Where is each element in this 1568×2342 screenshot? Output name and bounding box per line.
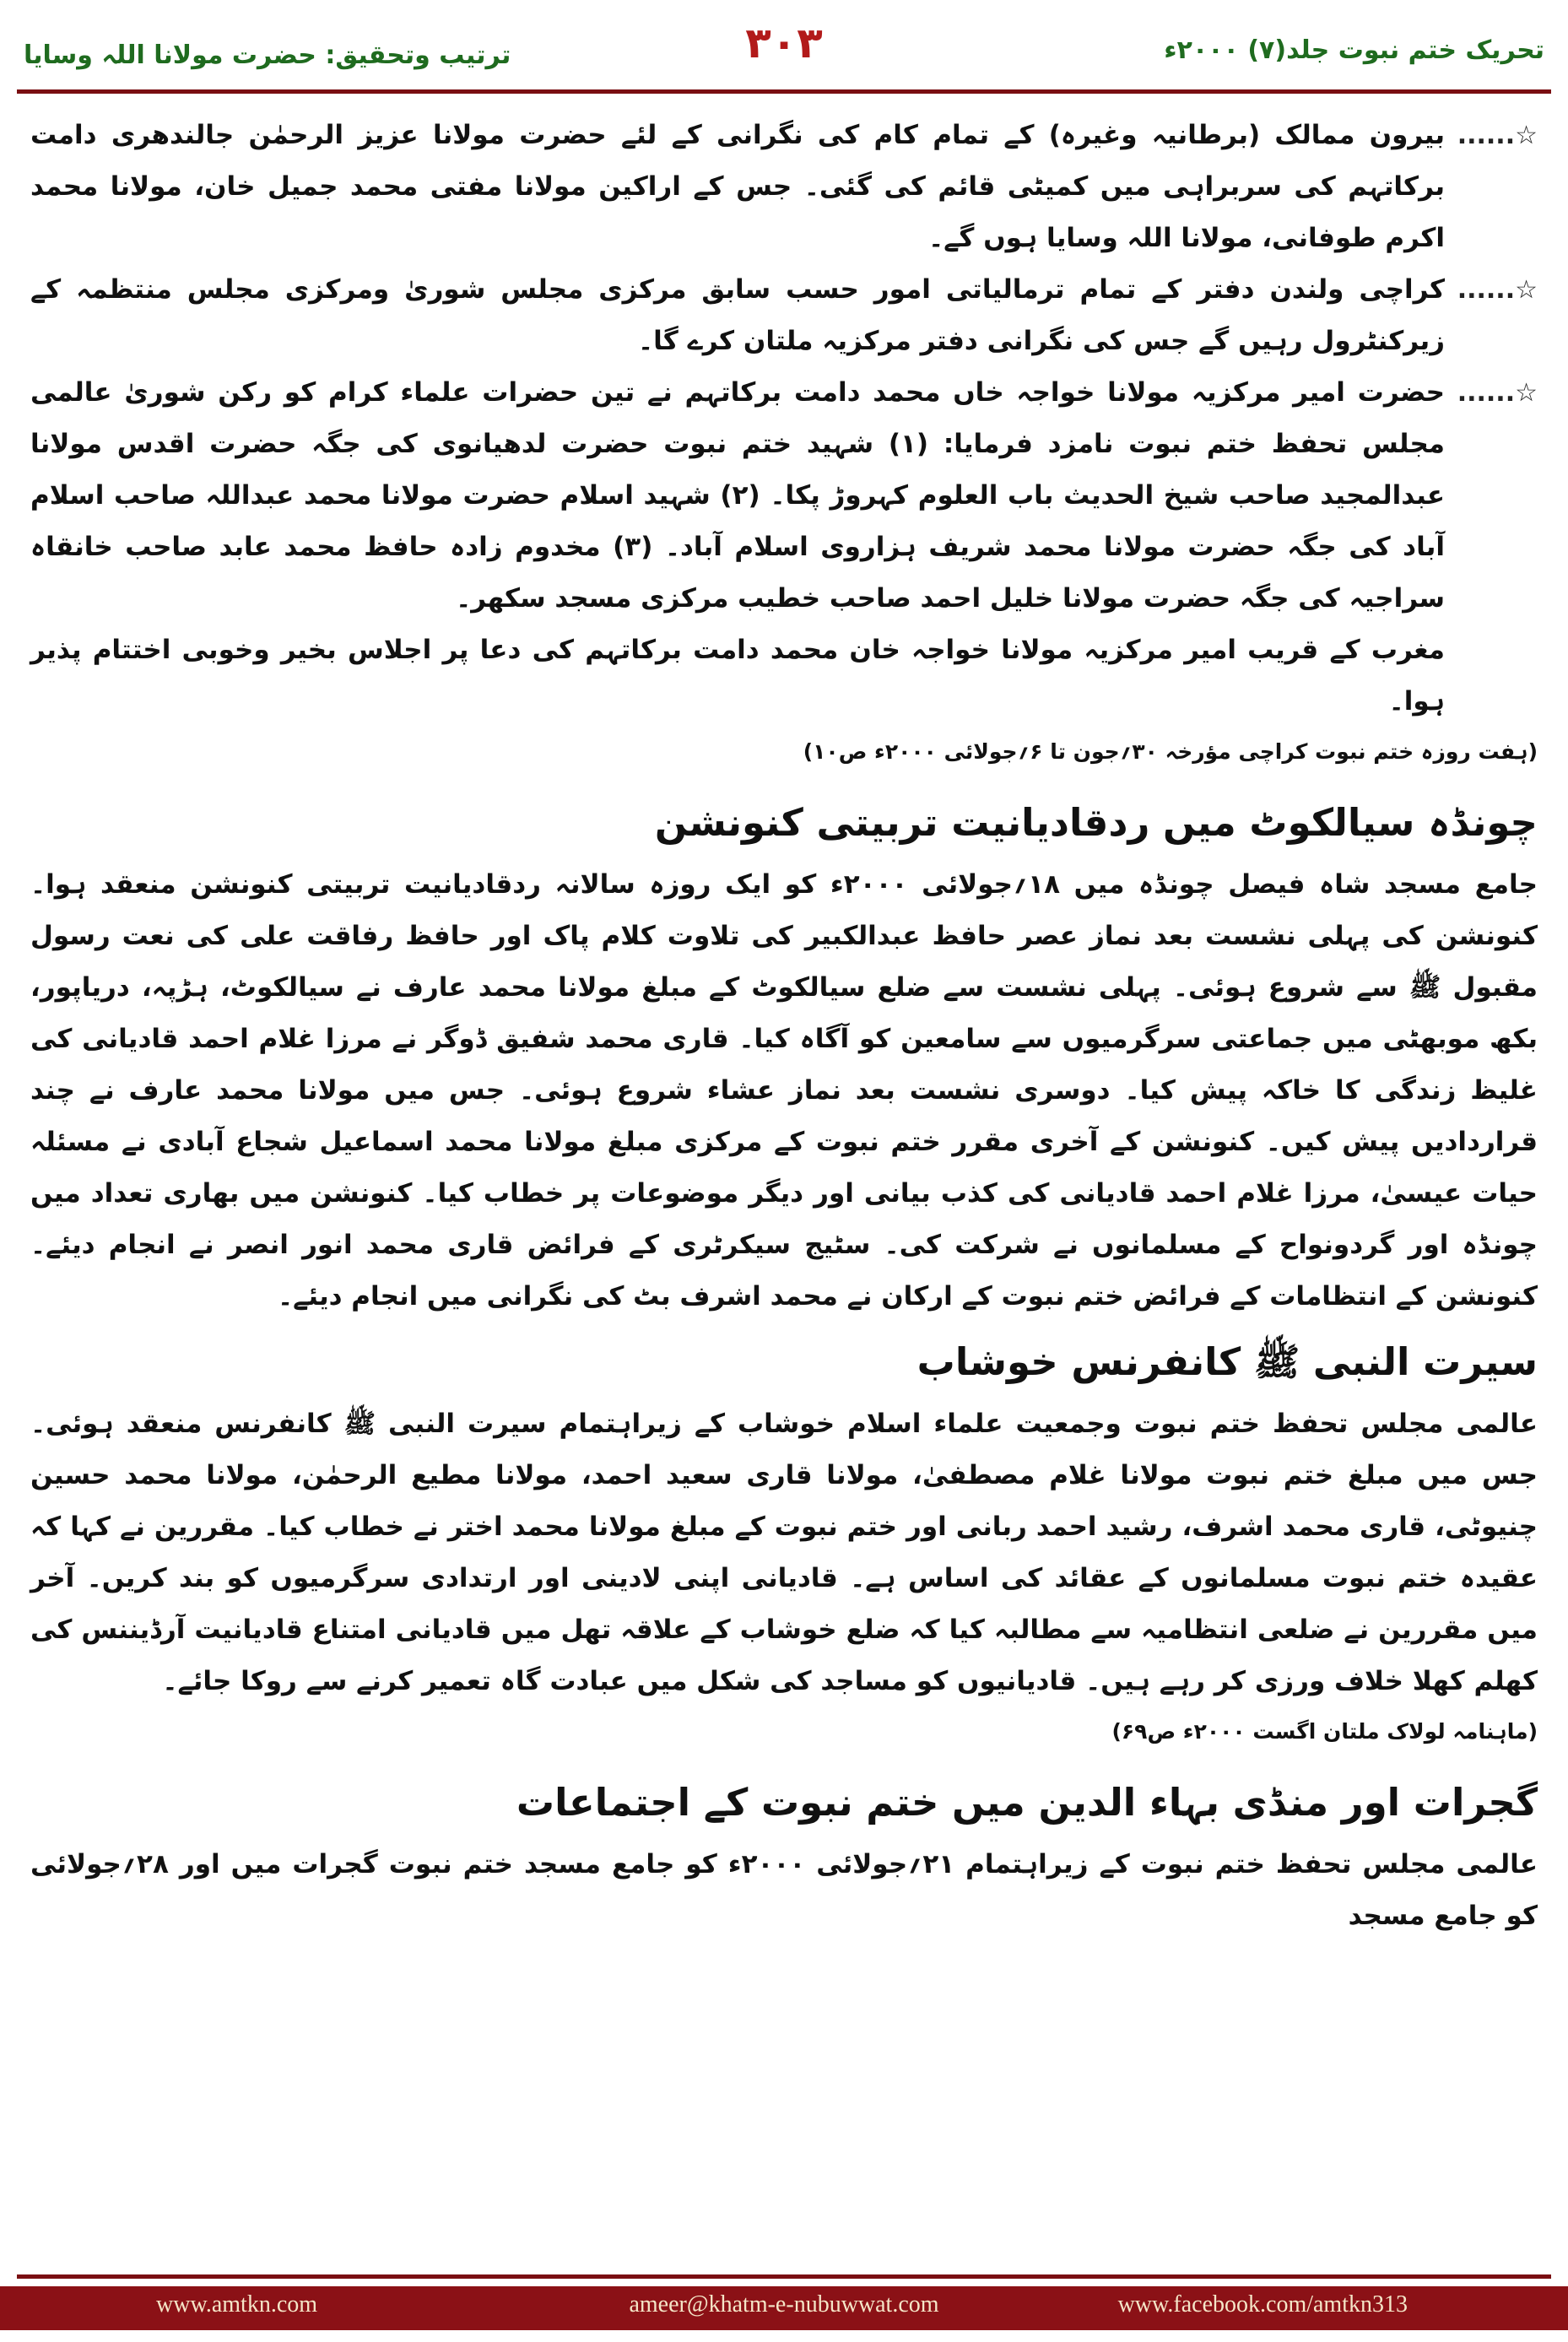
website-link[interactable]: www.amtkn.com bbox=[156, 2291, 318, 2318]
footer-divider bbox=[17, 2274, 1551, 2279]
section-body: عالمی مجلس تحفظ ختم نبوت کے زیراہتمام ۲۱؍جولائی ۲۰۰۰ء کو جامع مسجد ختم نبوت گجرات میں اور ۲۸؍جولائی کو جامع مسجد bbox=[30, 1849, 1538, 1931]
page-content bbox=[30, 110, 1538, 1942]
closing-paragraph: مغرب کے قریب امیر مرکزیہ مولانا خواجہ خان محمد دامت برکاتہم کی دعا پر اجلاس بخیر وخوبی اختتام پذیر ہوا۔ bbox=[30, 635, 1445, 717]
section-heading: گجرات اور منڈی بہاء الدین میں ختم نبوت کے اجتماعات bbox=[516, 1780, 1538, 1825]
page-footer bbox=[0, 2274, 1568, 2342]
star-bullet-icon: ☆...... bbox=[1457, 121, 1538, 150]
page-number: ۳۰۳ bbox=[745, 19, 823, 68]
section-heading: چونڈہ سیالکوٹ میں ردقادیانیت تربیتی کنونشن bbox=[654, 800, 1538, 845]
star-bullet-icon: ☆...... bbox=[1457, 378, 1538, 408]
bullet-text: بیرون ممالک (برطانیہ وغیرہ) کے تمام کام کی نگرانی کے لئے حضرت مولانا عزیز الرحمٰن جالندھری دامت برکاتہم کی سربراہی میں کمیٹی قائم کی گئی۔ جس کے اراکین مولانا مفتی محمد جمیل خان، مولانا محمد اکرم طوفانی، مولانا اللہ وسایا ہوں گے۔ bbox=[30, 120, 1445, 253]
section-body: جامع مسجد شاہ فیصل چونڈہ میں ۱۸؍جولائی ۲۰۰۰ء کو ایک روزہ سالانہ ردقادیانیت تربیتی کنونشن منعقد ہوا۔ کنونشن کی پہلی نشست بعد نماز عصر حافظ عبدالکبیر کی تلاوت کلام پاک اور حافظ رفاقت علی کی نعت رسول مقبول ﷺ سے شروع ہوئی۔ پہلی نشست سے ضلع سیالکوٹ کے مبلغ مولانا محمد عارف نے سیالکوٹ، ہڑپہ، دریاپور، بکھ موبھٹی میں جماعتی سرگرمیوں سے سامعین کو آگاہ کیا۔ قاری محمد شفیق ڈوگر نے مرزا غلام احمد قادیانی کی غلیظ زندگی کا خاکہ پیش کیا۔ دوسری نشست بعد نماز عشاء شروع ہوئی۔ جس میں مولانا محمد عارف نے چند قراردادیں پیش کیں۔ کنونشن کے آخری مقرر ختم نبوت کے مرکزی مبلغ مولانا محمد اسماعیل شجاع آبادی نے مسئلہ حیات عیسیٰ، مرزا غلام احمد قادیانی کی کذب بیانی اور دیگر موضوعات پر خطاب کیا۔ کنونشن میں بھاری تعداد میں چونڈہ اور گردونواح کے مسلمانوں نے شرکت کی۔ سٹیج سیکرٹری کے فرائض قاری محمد انور انصر نے انجام دیئے۔ کنونشن کے انتظامات کے فرائض ختم نبوت کے ارکان نے محمد اشرف بٹ کی نگرانی میں انجام دیئے۔ bbox=[30, 869, 1538, 1312]
bullet-item bbox=[30, 264, 1538, 367]
facebook-link[interactable]: www.facebook.com/amtkn313 bbox=[1117, 2291, 1408, 2318]
bullet-item bbox=[30, 367, 1538, 625]
bullet-text: حضرت امیر مرکزیہ مولانا خواجہ خاں محمد دامت برکاتہم نے تین حضرات علماء کرام کو رکن شوریٰ عالمی مجلس تحفظ ختم نبوت نامزد فرمایا: (۱) شہید ختم نبوت حضرت لدھیانوی کی جگہ حضرت اقدس مولانا عبدالمجید صاحب شیخ الحدیث باب العلوم کہروڑ پکا۔ (۲) شہید اسلام حضرت مولانا محمد عبداللہ صاحب اسلام آباد کی جگہ حضرت مولانا محمد شریف ہزاروی اسلام آباد۔ (۳) مخدوم زادہ حافظ محمد عابد صاحب خانقاہ سراجیہ کی جگہ حضرت مولانا خلیل احمد صاحب خطیب مرکزی مسجد سکھر۔ bbox=[30, 377, 1445, 614]
source-citation: (ہفت روزہ ختم نبوت کراچی مؤرخہ ۳۰؍جون تا ۶؍جولائی ۲۰۰۰ء ص۱۰) bbox=[803, 739, 1538, 764]
source-citation: (ماہنامہ لولاک ملتان اگست ۲۰۰۰ء ص۶۹) bbox=[1111, 1719, 1538, 1744]
header-divider bbox=[17, 89, 1551, 94]
header-book-title: تحریک ختم نبوت جلد(۷) ۲۰۰۰ء bbox=[1164, 35, 1544, 65]
header-compiler: ترتیب وتحقیق: حضرت مولانا اللہ وسایا bbox=[24, 41, 511, 70]
bullet-text: کراچی ولندن دفتر کے تمام ترمالیاتی امور حسب سابق مرکزی مجلس شوریٰ ومرکزی مجلس منتظمہ کے زیرکنٹرول رہیں گے جس کی نگرانی دفتر مرکزیہ ملتان کرے گا۔ bbox=[30, 274, 1445, 356]
section-heading: سیرت النبی ﷺ کانفرنس خوشاب bbox=[916, 1339, 1538, 1384]
star-bullet-icon: ☆...... bbox=[1457, 275, 1538, 305]
page-header bbox=[0, 0, 1568, 84]
bullet-item bbox=[30, 110, 1538, 264]
section-body: عالمی مجلس تحفظ ختم نبوت وجمعیت علماء اسلام خوشاب کے زیراہتمام سیرت النبی ﷺ کانفرنس منعقد ہوئی۔ جس میں مبلغ ختم نبوت مولانا غلام مصطفیٰ، مولانا قاری سعید احمد، مولانا مطیع الرحمٰن، مولانا محمد حسین چنیوٹی، قاری محمد اشرف، رشید احمد ربانی اور ختم نبوت کے مبلغ مولانا محمد اختر نے خطاب کیا۔ مقررین نے کہا کہ عقیدہ ختم نبوت مسلمانوں کے عقائد کی اساس ہے۔ قادیانی اپنی لادینی اور ارتدادی سرگرمیوں کو بند کریں۔ آخر میں مقررین نے ضلعی انتظامیہ سے مطالبہ کیا کہ ضلع خوشاب کے علاقہ تھل میں قادیانی امتناع قادیانیت آرڈیننس کی کھلم کھلا خلاف ورزی کر رہے ہیں۔ قادیانیوں کو مساجد کی شکل میں عبادت گاہ تعمیر کرنے سے روکا جائے۔ bbox=[30, 1409, 1538, 1696]
email-link[interactable]: ameer@khatm-e-nubuwwat.com bbox=[629, 2291, 939, 2318]
